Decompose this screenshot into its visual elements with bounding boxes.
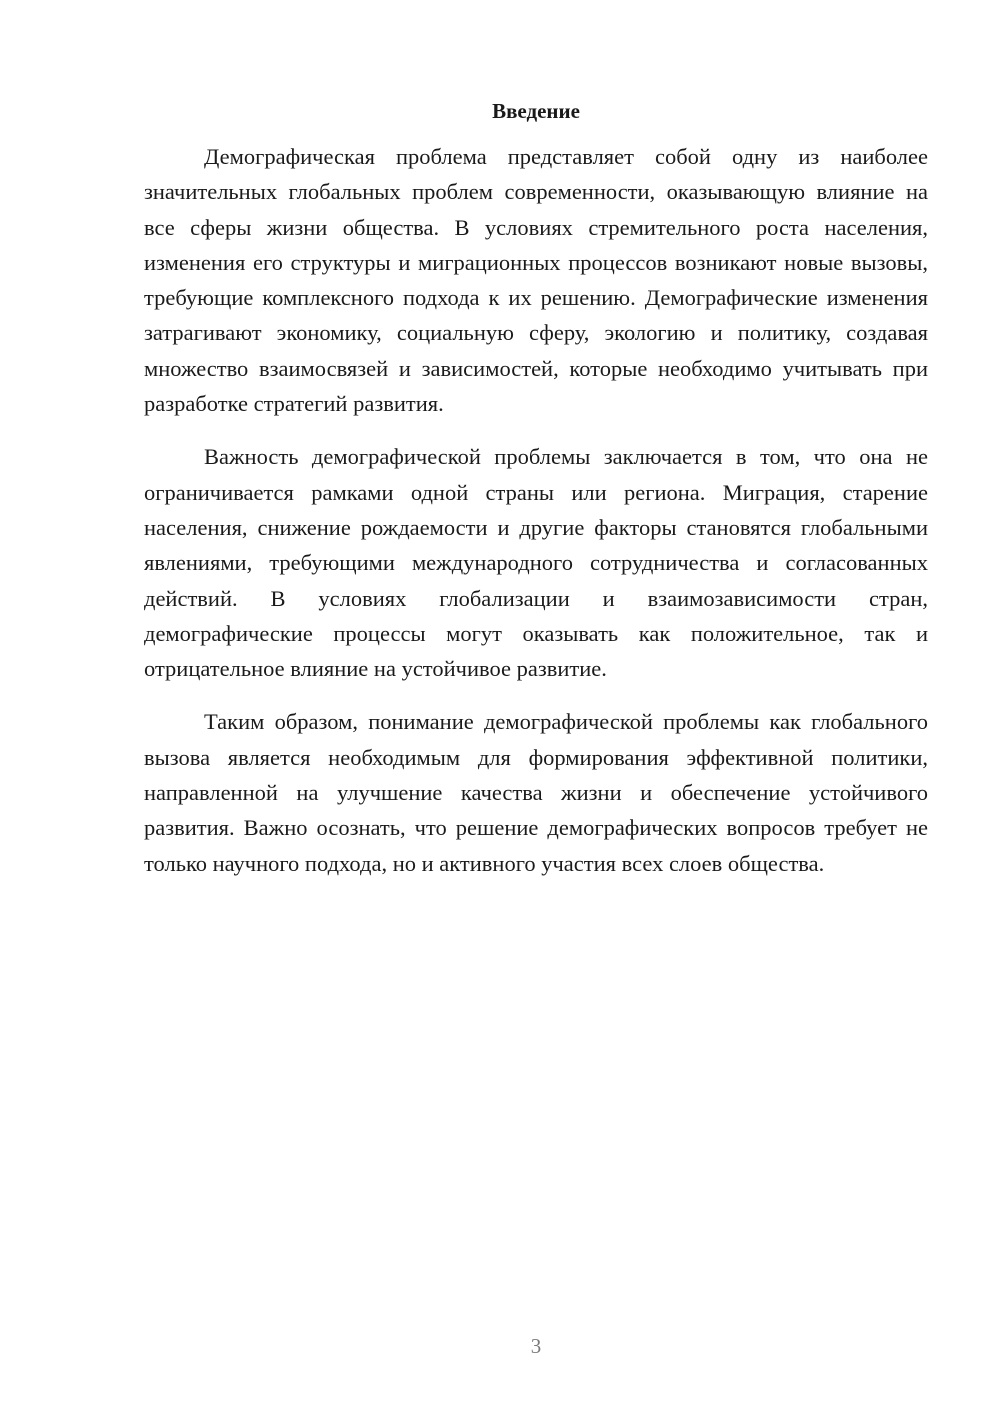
page-content — [144, 96, 928, 881]
paragraph-3: Таким образом, понимание демографической проблемы как глобального вызова является необходимым для формирования эффективной политики, направленной на улучшение качества жизни и обеспечение устойчивого развития. Важно осознать, что решение демографических вопросов требует не только научного подхода, но и активного участия всех слоев общества. — [144, 709, 928, 876]
paragraph-1: Демографическая проблема представляет собой одну из наиболее значительных глобальных проблем современности, оказывающую влияние на все сферы жизни общества. В условиях стремительного роста населения, изменения его структуры и миграционных процессов возникают новые вызовы, требующие комплексного подхода к их решению. Демографические изменения затрагивают экономику, социальную сферу, экологию и политику, создавая множество взаимосвязей и зависимостей, которые необходимо учитывать при разработке стратегий развития. — [144, 144, 928, 417]
section-heading: Введение — [492, 99, 580, 123]
paragraph-2: Важность демографической проблемы заключается в том, что она не ограничивается рамками одной страны или региона. Миграция, старение населения, снижение рождаемости и другие факторы становятся глобальными явлениями, требующими международного сотрудничества и согласованных действий. В условиях глобализации и взаимозависимости стран, демографические процессы могут оказывать как положительное, так и отрицательное влияние на устойчивое развитие. — [144, 444, 928, 682]
page-number: 3 — [530, 1334, 542, 1358]
